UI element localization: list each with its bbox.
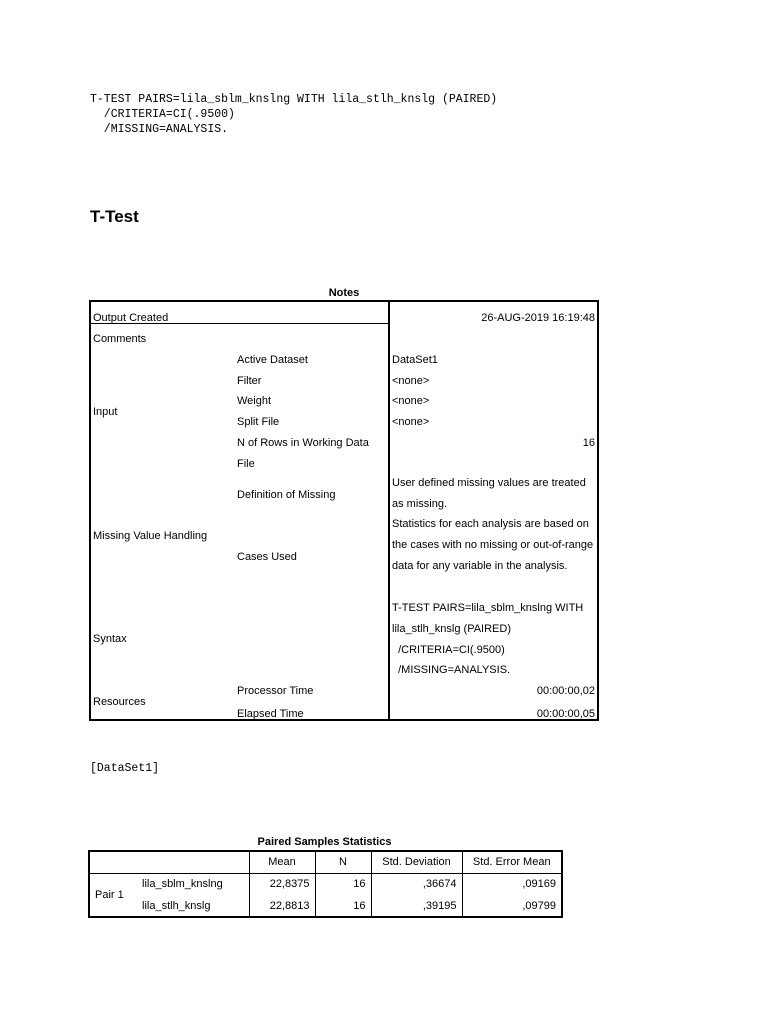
n-rows-label-cont: File	[237, 458, 255, 470]
syntax-value-line: lila_stlh_knslg (PAIRED)	[392, 623, 512, 635]
paired-samples-statistics-table	[88, 850, 563, 918]
dataset-marker: [DataSet1]	[90, 762, 160, 775]
active-dataset-value: DataSet1	[392, 354, 438, 366]
elapsed-time-label: Elapsed Time	[237, 708, 304, 720]
header-blank	[89, 851, 137, 873]
notes-table	[89, 300, 599, 721]
comments-label: Comments	[93, 333, 147, 345]
output-created-value: 26-AUG-2019 16:19:48	[481, 312, 595, 324]
n-value: 16	[315, 895, 371, 917]
variable-name: lila_stlh_knslg	[137, 895, 249, 917]
definition-of-missing-label: Definition of Missing	[237, 489, 336, 501]
n-rows-value: 16	[582, 437, 595, 449]
std-error-mean-value: ,09169	[462, 873, 562, 895]
processor-time-value: 00:00:00,02	[536, 685, 595, 697]
header-mean: Mean	[249, 851, 315, 873]
split-file-label: Split File	[237, 416, 280, 428]
active-dataset-label: Active Dataset	[237, 354, 308, 366]
elapsed-time-value: 00:00:00,05	[536, 708, 595, 720]
syntax-command-block	[90, 92, 497, 137]
std-deviation-value: ,39195	[371, 895, 462, 917]
syntax-line: /MISSING=ANALYSIS.	[90, 123, 229, 136]
n-rows-label: N of Rows in Working Data	[237, 437, 369, 449]
notes-table-title: Notes	[328, 287, 360, 299]
weight-value: <none>	[392, 395, 430, 407]
table-row	[89, 895, 562, 917]
weight-label: Weight	[237, 395, 272, 407]
header-n: N	[315, 851, 371, 873]
std-error-mean-value: ,09799	[462, 895, 562, 917]
section-heading: T-Test	[90, 207, 139, 226]
resources-label: Resources	[93, 696, 146, 708]
n-value: 16	[315, 873, 371, 895]
input-label: Input	[93, 406, 118, 418]
output-created-label: Output Created	[93, 312, 169, 324]
notes-column-divider	[388, 302, 390, 719]
syntax-label: Syntax	[93, 633, 127, 645]
pair-label: Pair 1	[89, 873, 137, 917]
cases-used-value: Statistics for each analysis are based on the cases with no missing or out-of-range data for any variable in the analysis.	[392, 518, 594, 572]
syntax-line: T-TEST PAIRS=lila_sblm_knslng WITH lila_stlh_knslg (PAIRED)	[90, 93, 498, 106]
mean-value: 22,8375	[249, 873, 315, 895]
syntax-line: /CRITERIA=CI(.9500)	[90, 108, 235, 121]
std-deviation-value: ,36674	[371, 873, 462, 895]
header-std-error-mean: Std. Error Mean	[462, 851, 562, 873]
paired-stats-title: Paired Samples Statistics	[257, 836, 392, 848]
filter-value: <none>	[392, 375, 430, 387]
syntax-value-line: /CRITERIA=CI(.9500)	[392, 644, 505, 656]
header-std-deviation: Std. Deviation	[371, 851, 462, 873]
variable-name: lila_sblm_knslng	[137, 873, 249, 895]
definition-of-missing-value: User defined missing values are treated as missing.	[392, 477, 586, 510]
syntax-value-line: T-TEST PAIRS=lila_sblm_knslng WITH	[392, 602, 584, 614]
table-row	[89, 873, 562, 895]
split-file-value: <none>	[392, 416, 430, 428]
filter-label: Filter	[237, 375, 262, 387]
table-header-row	[89, 851, 562, 873]
header-blank	[137, 851, 249, 873]
processor-time-label: Processor Time	[237, 685, 314, 697]
mean-value: 22,8813	[249, 895, 315, 917]
cases-used-label: Cases Used	[237, 551, 297, 563]
syntax-value-line: /MISSING=ANALYSIS.	[392, 664, 511, 676]
missing-value-handling-label: Missing Value Handling	[93, 530, 208, 542]
